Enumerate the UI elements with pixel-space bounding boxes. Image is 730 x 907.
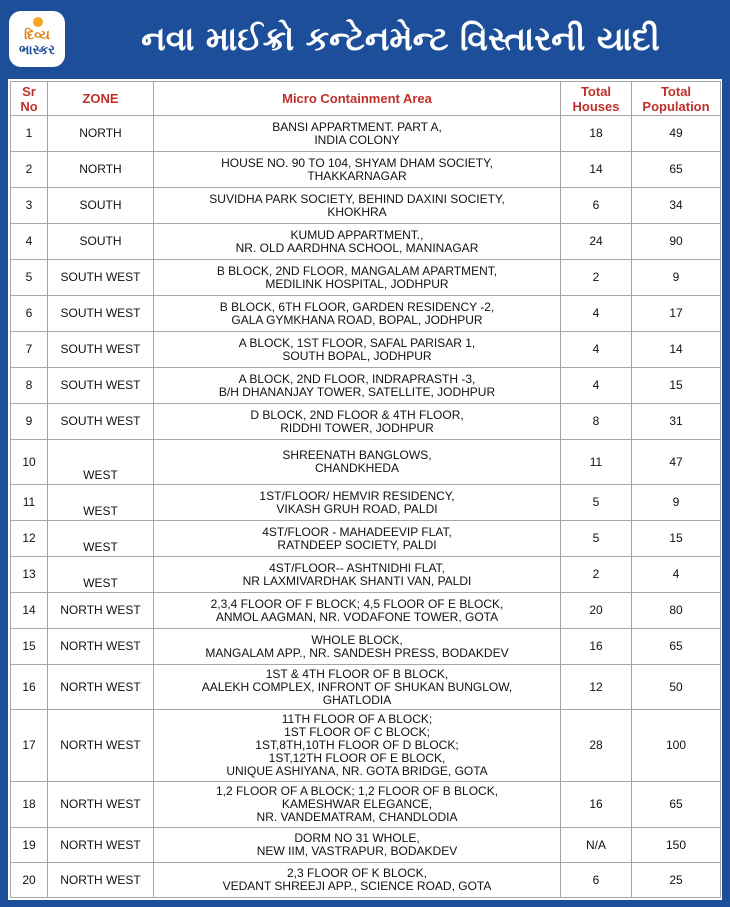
- cell-sr-no: 6: [11, 296, 48, 332]
- cell-total-houses: 8: [561, 404, 632, 440]
- table-row: [11, 332, 721, 368]
- cell-zone: WEST: [48, 440, 154, 485]
- cell-total-houses: 28: [561, 710, 632, 782]
- cell-total-population: 65: [632, 782, 721, 828]
- cell-total-houses: 24: [561, 224, 632, 260]
- table-row: [11, 521, 721, 557]
- cell-area: 2,3,4 FLOOR OF F BLOCK; 4,5 FLOOR OF E BLOCK, ANMOL AAGMAN, NR. VODAFONE TOWER, GOTA: [154, 593, 561, 629]
- cell-area: 4ST/FLOOR - MAHADEEVIP FLAT, RATNDEEP SOCIETY, PALDI: [154, 521, 561, 557]
- cell-sr-no: 7: [11, 332, 48, 368]
- table-row: [11, 152, 721, 188]
- header-sr-no: Sr No: [11, 82, 48, 116]
- cell-total-population: 15: [632, 521, 721, 557]
- cell-sr-no: 5: [11, 260, 48, 296]
- cell-sr-no: 3: [11, 188, 48, 224]
- table-row: [11, 260, 721, 296]
- table-header-row: [11, 82, 721, 116]
- logo-line-1: દિવ્ય: [24, 28, 50, 43]
- cell-area: 4ST/FLOOR-- ASHTNIDHI FLAT, NR LAXMIVARDHAK SHANTI VAN, PALDI: [154, 557, 561, 593]
- cell-sr-no: 20: [11, 863, 48, 898]
- cell-total-population: 25: [632, 863, 721, 898]
- cell-total-houses: 2: [561, 557, 632, 593]
- cell-area: SHREENATH BANGLOWS, CHANDKHEDA: [154, 440, 561, 485]
- cell-total-houses: 11: [561, 440, 632, 485]
- table-row: [11, 710, 721, 782]
- cell-total-population: 90: [632, 224, 721, 260]
- cell-total-houses: 4: [561, 296, 632, 332]
- table-panel: [8, 79, 722, 900]
- header-area: Micro Containment Area: [154, 82, 561, 116]
- cell-zone: NORTH WEST: [48, 593, 154, 629]
- header-total-houses: Total Houses: [561, 82, 632, 116]
- cell-zone: SOUTH WEST: [48, 260, 154, 296]
- table-row: [11, 782, 721, 828]
- cell-total-population: 9: [632, 260, 721, 296]
- cell-area: D BLOCK, 2ND FLOOR & 4TH FLOOR, RIDDHI TOWER, JODHPUR: [154, 404, 561, 440]
- table-row: [11, 593, 721, 629]
- header-zone: ZONE: [48, 82, 154, 116]
- cell-total-population: 15: [632, 368, 721, 404]
- table-row: [11, 368, 721, 404]
- cell-zone: NORTH: [48, 152, 154, 188]
- cell-sr-no: 14: [11, 593, 48, 629]
- cell-total-houses: 6: [561, 863, 632, 898]
- cell-sr-no: 9: [11, 404, 48, 440]
- cell-zone: NORTH WEST: [48, 629, 154, 665]
- cell-total-houses: 6: [561, 188, 632, 224]
- cell-area: SUVIDHA PARK SOCIETY, BEHIND DAXINI SOCIETY, KHOKHRA: [154, 188, 561, 224]
- table-row: [11, 485, 721, 521]
- cell-area: DORM NO 31 WHOLE, NEW IIM, VASTRAPUR, BODAKDEV: [154, 828, 561, 863]
- cell-zone: SOUTH WEST: [48, 404, 154, 440]
- cell-zone: SOUTH: [48, 188, 154, 224]
- cell-sr-no: 18: [11, 782, 48, 828]
- cell-sr-no: 4: [11, 224, 48, 260]
- cell-total-houses: 5: [561, 485, 632, 521]
- cell-area: A BLOCK, 1ST FLOOR, SAFAL PARISAR 1, SOUTH BOPAL, JODHPUR: [154, 332, 561, 368]
- cell-area: WHOLE BLOCK, MANGALAM APP., NR. SANDESH PRESS, BODAKDEV: [154, 629, 561, 665]
- table-body: [11, 116, 721, 898]
- table-row: [11, 557, 721, 593]
- divya-bhaskar-logo: [9, 11, 65, 67]
- cell-sr-no: 19: [11, 828, 48, 863]
- cell-total-population: 100: [632, 710, 721, 782]
- cell-zone: SOUTH WEST: [48, 332, 154, 368]
- cell-total-houses: 4: [561, 368, 632, 404]
- cell-total-population: 34: [632, 188, 721, 224]
- cell-total-population: 4: [632, 557, 721, 593]
- cell-sr-no: 13: [11, 557, 48, 593]
- cell-sr-no: 12: [11, 521, 48, 557]
- cell-zone: SOUTH: [48, 224, 154, 260]
- cell-area: KUMUD APPARTMENT., NR. OLD AARDHNA SCHOOL, MANINAGAR: [154, 224, 561, 260]
- cell-area: 1,2 FLOOR OF A BLOCK; 1,2 FLOOR OF B BLOCK, KAMESHWAR ELEGANCE, NR. VANDEMATRAM, CHANDLODIA: [154, 782, 561, 828]
- cell-total-population: 50: [632, 665, 721, 710]
- cell-zone: NORTH WEST: [48, 863, 154, 898]
- cell-sr-no: 15: [11, 629, 48, 665]
- cell-sr-no: 11: [11, 485, 48, 521]
- cell-total-population: 9: [632, 485, 721, 521]
- cell-total-houses: 20: [561, 593, 632, 629]
- table-row: [11, 863, 721, 898]
- cell-zone: NORTH WEST: [48, 782, 154, 828]
- table-row: [11, 629, 721, 665]
- logo-line-2: ભાસ્કર: [19, 43, 55, 58]
- cell-zone: SOUTH WEST: [48, 368, 154, 404]
- cell-total-population: 49: [632, 116, 721, 152]
- cell-total-population: 65: [632, 629, 721, 665]
- cell-area: BANSI APPARTMENT. PART A, INDIA COLONY: [154, 116, 561, 152]
- cell-zone: WEST: [48, 557, 154, 593]
- cell-sr-no: 8: [11, 368, 48, 404]
- containment-table: [10, 81, 721, 898]
- cell-area: B BLOCK, 6TH FLOOR, GARDEN RESIDENCY -2, GALA GYMKHANA ROAD, BOPAL, JODHPUR: [154, 296, 561, 332]
- cell-area: B BLOCK, 2ND FLOOR, MANGALAM APARTMENT, MEDILINK HOSPITAL, JODHPUR: [154, 260, 561, 296]
- cell-total-population: 31: [632, 404, 721, 440]
- cell-zone: NORTH WEST: [48, 665, 154, 710]
- cell-total-houses: 16: [561, 629, 632, 665]
- table-row: [11, 404, 721, 440]
- cell-sr-no: 17: [11, 710, 48, 782]
- cell-total-houses: 12: [561, 665, 632, 710]
- page-title: નવા માઈક્રો કન્ટેનમેન્ટ વિસ્તારની યાદી: [141, 19, 660, 58]
- cell-total-houses: 16: [561, 782, 632, 828]
- cell-total-population: 17: [632, 296, 721, 332]
- cell-total-houses: 18: [561, 116, 632, 152]
- cell-zone: SOUTH WEST: [48, 296, 154, 332]
- cell-total-population: 47: [632, 440, 721, 485]
- cell-sr-no: 1: [11, 116, 48, 152]
- cell-total-houses: 5: [561, 521, 632, 557]
- header-banner: [0, 0, 730, 78]
- cell-total-houses: 2: [561, 260, 632, 296]
- cell-area: 1ST & 4TH FLOOR OF B BLOCK, AALEKH COMPLEX, INFRONT OF SHUKAN BUNGLOW, GHATLODIA: [154, 665, 561, 710]
- table-row: [11, 296, 721, 332]
- cell-zone: NORTH: [48, 116, 154, 152]
- cell-area: A BLOCK, 2ND FLOOR, INDRAPRASTH -3, B/H DHANANJAY TOWER, SATELLITE, JODHPUR: [154, 368, 561, 404]
- cell-zone: NORTH WEST: [48, 828, 154, 863]
- sun-icon: [33, 17, 43, 27]
- cell-total-population: 65: [632, 152, 721, 188]
- header-total-population: Total Population: [632, 82, 721, 116]
- cell-area: 2,3 FLOOR OF K BLOCK, VEDANT SHREEJI APP., SCIENCE ROAD, GOTA: [154, 863, 561, 898]
- cell-total-population: 80: [632, 593, 721, 629]
- table-row: [11, 116, 721, 152]
- cell-total-houses: 14: [561, 152, 632, 188]
- cell-area: HOUSE NO. 90 TO 104, SHYAM DHAM SOCIETY, THAKKARNAGAR: [154, 152, 561, 188]
- cell-sr-no: 10: [11, 440, 48, 485]
- table-row: [11, 440, 721, 485]
- cell-zone: WEST: [48, 485, 154, 521]
- table-row: [11, 665, 721, 710]
- table-row: [11, 188, 721, 224]
- cell-area: 1ST/FLOOR/ HEMVIR RESIDENCY, VIKASH GRUH ROAD, PALDI: [154, 485, 561, 521]
- cell-zone: NORTH WEST: [48, 710, 154, 782]
- cell-zone: WEST: [48, 521, 154, 557]
- cell-sr-no: 16: [11, 665, 48, 710]
- cell-total-population: 14: [632, 332, 721, 368]
- table-row: [11, 828, 721, 863]
- cell-sr-no: 2: [11, 152, 48, 188]
- cell-total-houses: N/A: [561, 828, 632, 863]
- table-row: [11, 224, 721, 260]
- cell-total-population: 150: [632, 828, 721, 863]
- cell-total-houses: 4: [561, 332, 632, 368]
- cell-area: 11TH FLOOR OF A BLOCK; 1ST FLOOR OF C BLOCK; 1ST,8TH,10TH FLOOR OF D BLOCK; 1ST,12TH FLOOR OF E BLOCK, UNIQUE ASHIYANA, NR. GOTA BRIDGE, GOTA: [154, 710, 561, 782]
